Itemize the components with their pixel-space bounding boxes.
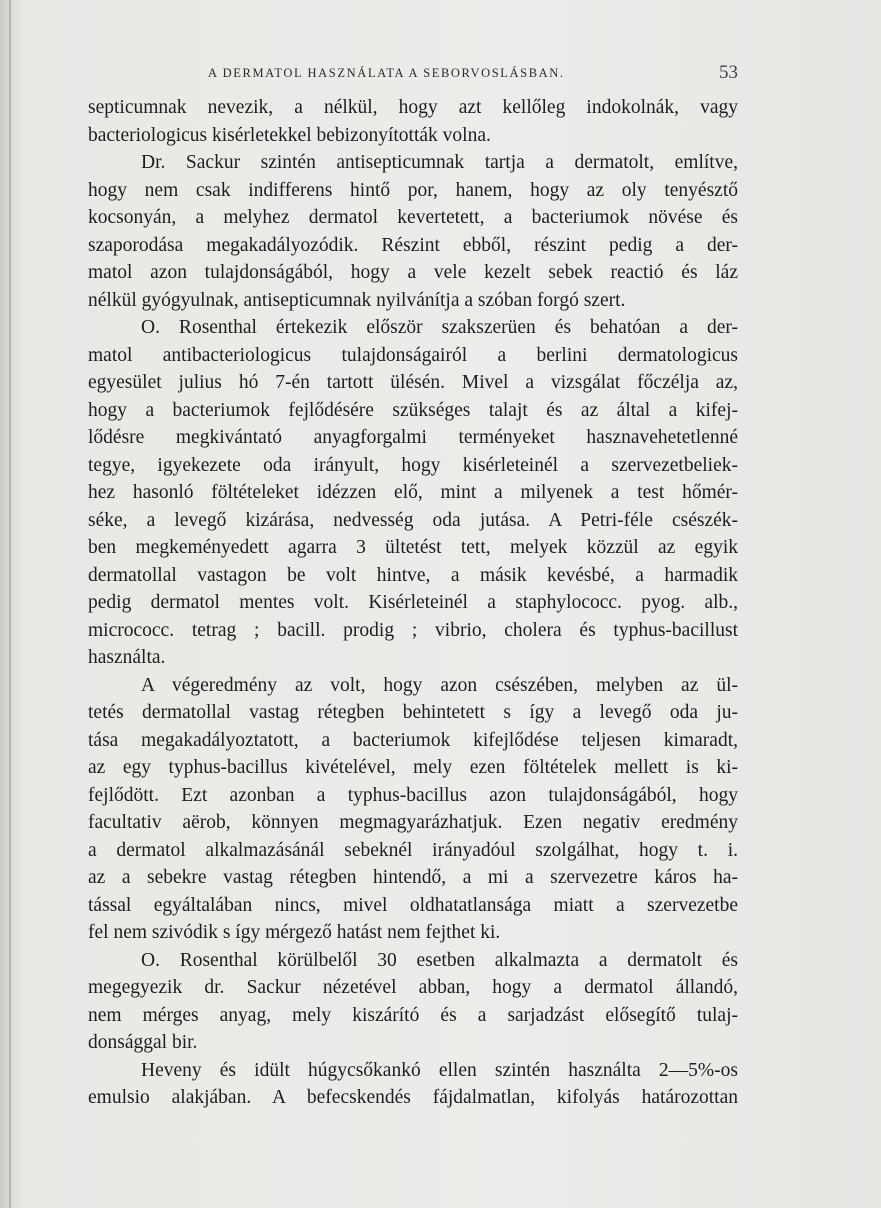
text-line: tással egyáltalában nincs, mivel oldhatatlansága miatt a szervezetbe <box>88 894 738 916</box>
text-line: micrococc. tetrag ; bacill. prodig ; vibrio, cholera és typhus-bacillust <box>88 619 738 641</box>
text-line: O. Rosenthal értekezik először szakszerüen és behatóan a der- <box>141 317 738 338</box>
text-line: donsággal bir. <box>88 1032 198 1053</box>
text-line: lődésre megkivántató anyagforgalmi terményeket hasznavehetetlenné <box>88 427 738 448</box>
text-line: fejlődött. Ezt azonban a typhus-bacillus azon tulajdonságából, hogy <box>88 784 738 806</box>
text-line: matol antibacteriologicus tulajdonságairól a berlini dermatologicus <box>88 344 738 366</box>
text-line: szaporodása megakadályozódik. Részint ebből, részint pedig a der- <box>88 234 738 256</box>
text-line: bacteriologicus kisérletekkel bebizonyították volna. <box>88 124 491 146</box>
running-title: A DERMATOL HASZNÁLATA A SEBORVOSLÁSBAN. <box>208 66 565 80</box>
text-line: egyesület julius hó 7-én tartott ülésén. Mivel a vizsgálat főczélja az, <box>88 372 738 393</box>
text-line: az egy typhus-bacillus kivételével, mely ezen föltételek mellett is ki- <box>88 757 738 778</box>
text-line: matol azon tulajdonságából, hogy a vele kezelt sebek reactió és láz <box>88 262 738 283</box>
text-line: nem mérges anyag, mely kiszárító és a sarjadzást elősegítő tulaj- <box>88 1004 738 1026</box>
text-line: a dermatol alkalmazásánál sebeknél irányadóul szolgálhat, hogy t. i. <box>88 839 738 861</box>
text-line: séke, a levegő kizárása, nedvesség oda jutása. A Petri-féle csészék- <box>88 509 738 531</box>
text-line: pedig dermatol mentes volt. Kisérleteinél a staphylococc. pyog. alb., <box>88 592 738 613</box>
text-line: hogy nem csak indifferens hintő por, hanem, hogy az oly tenyésztő <box>88 179 738 201</box>
text-line: megegyezik dr. Sackur nézetével abban, hogy a dermatol állandó, <box>88 977 738 998</box>
text-line: fel nem szivódik s így mérgező hatást nem fejthet ki. <box>88 922 501 943</box>
text-line: facultativ aërob, könnyen megmagyarázhatjuk. Ezen negativ eredmény <box>88 812 738 833</box>
text-line: hogy a bacteriumok fejlődésére szükséges talajt és az által a kifej- <box>88 399 738 421</box>
text-line: Dr. Sackur szintén antisepticumnak tartja a dermatolt, említve, <box>141 152 738 173</box>
text-line: az a sebekre vastag rétegben hintendő, a mi a szervezetre káros ha- <box>88 867 738 888</box>
text-line: A végeredmény az volt, hogy azon csészében, melyben az ül- <box>141 674 738 696</box>
text-line: nélkül gyógyulnak, antisepticumnak nyilvánítja a szóban forgó szert. <box>88 289 626 311</box>
text-line: Heveny és idült húgycsőkankó ellen szintén használta 2—5%-os <box>141 1059 738 1081</box>
text-line: tegye, igyekezete oda irányult, hogy kisérleteinél a szervezetbeliek- <box>88 454 738 476</box>
text-line: ben megkeményedett agarra 3 ültetést tett, melyek közzül az egyik <box>88 537 738 558</box>
text-line: tetés dermatollal vastag rétegben behintetett s így a levegő oda ju- <box>88 702 738 723</box>
page-header <box>88 62 738 88</box>
text-line: kocsonyán, a melyhez dermatol kevertetett, a bacteriumok növése és <box>88 207 738 228</box>
text-line: septicumnak nevezik, a nélkül, hogy azt kellőleg indokolnák, vagy <box>88 97 738 118</box>
text-line: O. Rosenthal körülbelől 30 esetben alkalmazta a dermatolt és <box>141 949 738 971</box>
body-text <box>88 94 738 1112</box>
text-line: hez hasonló föltételeket idézzen elő, mint a milyenek a test hőmér- <box>88 482 738 503</box>
text-line: tása megakadályoztatott, a bacteriumok kifejlődése teljesen kimaradt, <box>88 729 738 751</box>
page-gutter-shadow <box>9 0 11 1208</box>
text-line: dermatollal vastagon be volt hintve, a másik kevésbé, a harmadik <box>88 564 738 586</box>
text-line: emulsio alakjában. A befecskendés fájdalmatlan, kifolyás határozottan <box>88 1087 738 1108</box>
page-number: 53 <box>719 62 738 83</box>
text-line: használta. <box>88 647 166 668</box>
